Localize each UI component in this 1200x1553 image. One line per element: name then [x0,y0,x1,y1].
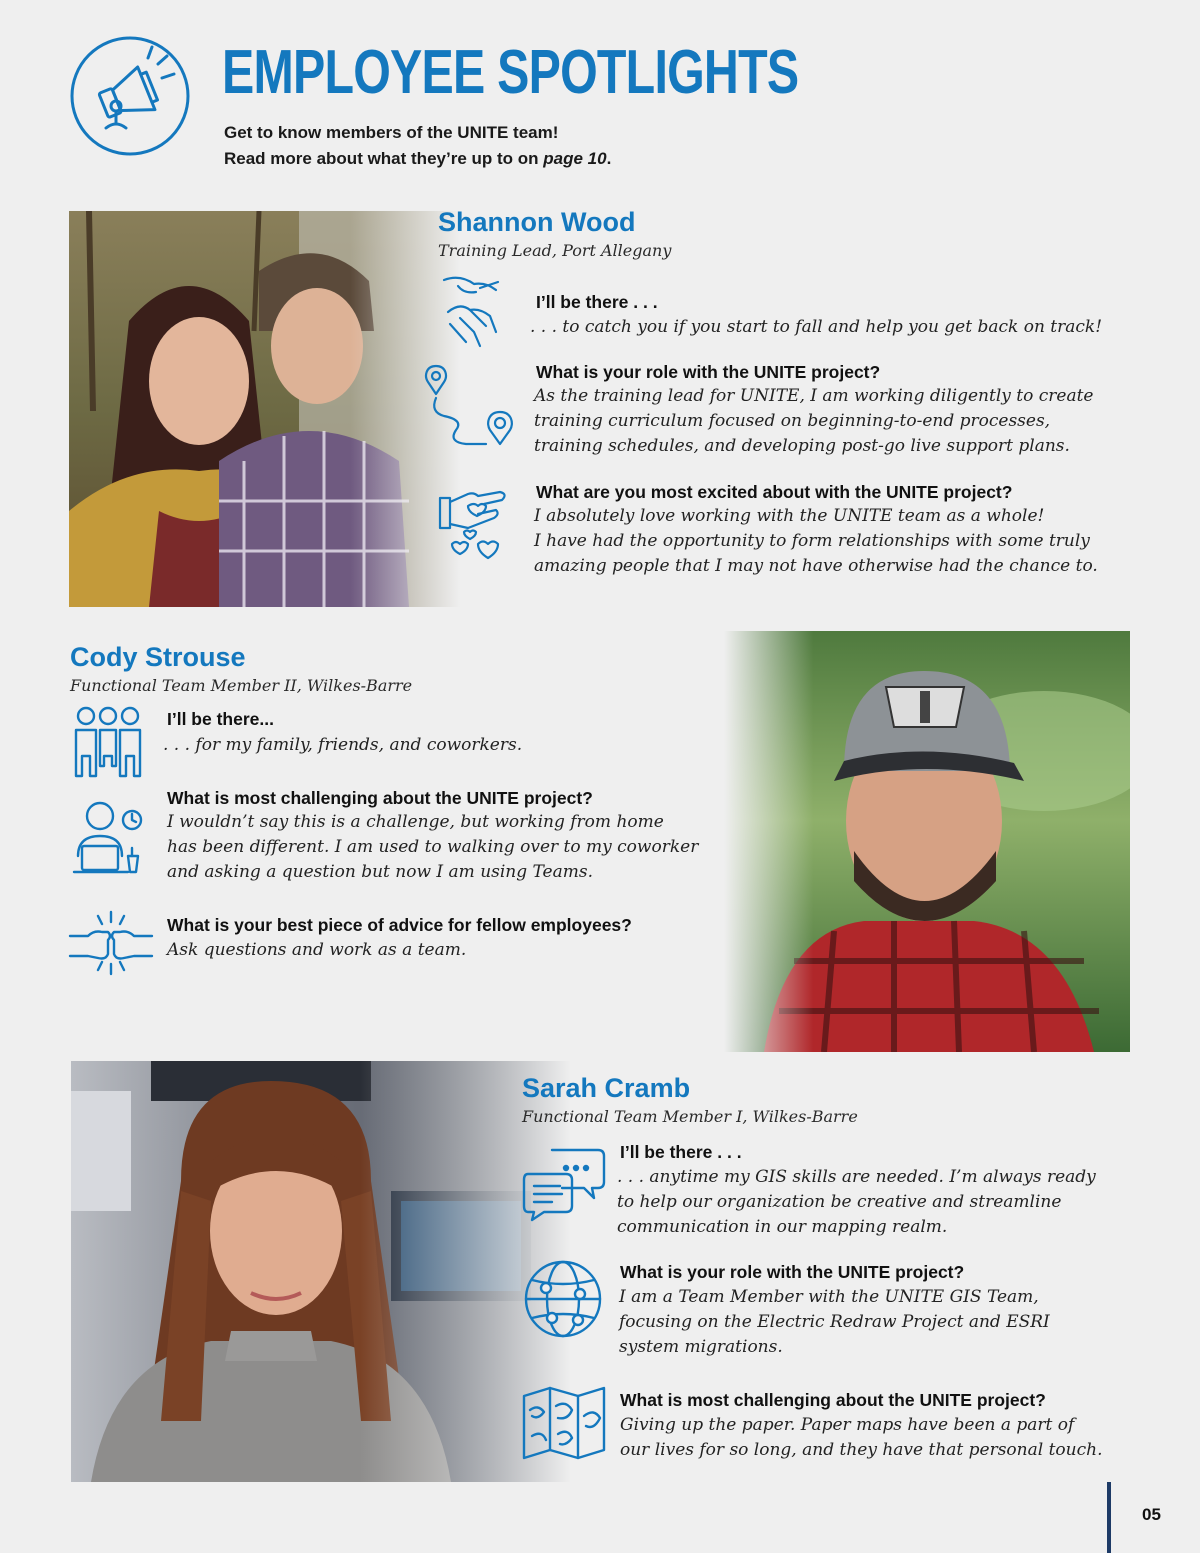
question-shannon-2: What is your role with the UNITE project? [536,362,881,382]
question-sarah-2: What is your role with the UNITE project? [620,1262,965,1282]
remote-work-icon [72,800,148,878]
page-number: 05 [1142,1505,1161,1524]
photo-cody-strouse [724,631,1130,1052]
answer-cody-3: Ask questions and work as a team. [167,940,467,960]
answer-shannon-2: As the training lead for UNITE, I am working diligently to create training curriculum focused on beginning-to-end processes, training schedules, and developing post-go live support plans. [534,386,1094,456]
profile-title-shannon-wood: Training Lead, Port Allegany [438,241,672,260]
photo-sarah-cramb [71,1061,597,1482]
profile-name-shannon-wood: Shannon Wood [438,207,636,237]
question-sarah-3: What is most challenging about the UNITE project? [620,1390,1046,1410]
question-cody-2: What is most challenging about the UNITE project? [167,788,593,808]
page-number-rule [1107,1482,1111,1553]
answer-shannon-3: I absolutely love working with the UNITE team as a whole! I have had the opportunity to form relationships with some truly amazing people that I may not have otherwise had the chance to. [534,506,1098,576]
page-title: EMPLOYEE SPOTLIGHTS [222,38,799,107]
profile-title-sarah-cramb: Functional Team Member I, Wilkes-Barre [522,1107,858,1126]
answer-cody-2: I wouldn’t say this is a challenge, but working from home has been different. I am used to walking over to my coworker and asking a question but now I am using Teams. [167,812,699,882]
intro-line-2-text: Read more about what they’re up to on [224,149,544,168]
intro-line-2 [224,146,611,171]
route-pin-icon [420,362,520,458]
megaphone-icon [68,34,192,158]
intro-line-1: Get to know members of the UNITE team! [224,123,559,142]
folded-map-icon [522,1386,606,1460]
fist-bump-icon [68,910,154,976]
page-reference-link[interactable]: page 10 [543,149,607,168]
intro-line-2-suffix: . [606,149,612,168]
answer-shannon-1: . . . to catch you if you start to fall and help you get back on track! [530,317,1103,337]
question-cody-1: I’ll be there... [167,709,274,729]
question-sarah-1: I’ll be there . . . [620,1142,742,1162]
question-shannon-3: What are you most excited about with the UNITE project? [536,482,1013,502]
profile-title-cody-strouse: Functional Team Member II, Wilkes-Barre [70,676,413,695]
photo-shannon-wood [69,211,460,607]
helping-hands-icon [440,272,504,352]
answer-sarah-1: . . . anytime my GIS skills are needed. I’m always ready to help our organization be creative and streamline communication in our mapping realm. [617,1167,1096,1237]
hand-hearts-icon [438,484,514,568]
family-icon [72,706,144,780]
answer-sarah-2: I am a Team Member with the UNITE GIS Team, focusing on the Electric Redraw Project and ESRI system migrations. [619,1287,1050,1357]
answer-cody-1: . . . for my family, friends, and coworkers. [163,735,523,755]
globe-network-icon [522,1258,604,1340]
question-shannon-1: I’ll be there . . . [536,292,658,312]
chat-bubbles-icon [522,1146,606,1222]
profile-name-cody-strouse: Cody Strouse [70,642,246,672]
profile-name-sarah-cramb: Sarah Cramb [522,1073,691,1103]
answer-sarah-3: Giving up the paper. Paper maps have been a part of our lives for so long, and they have that personal touch. [620,1415,1103,1460]
question-cody-3: What is your best piece of advice for fellow employees? [167,915,632,935]
